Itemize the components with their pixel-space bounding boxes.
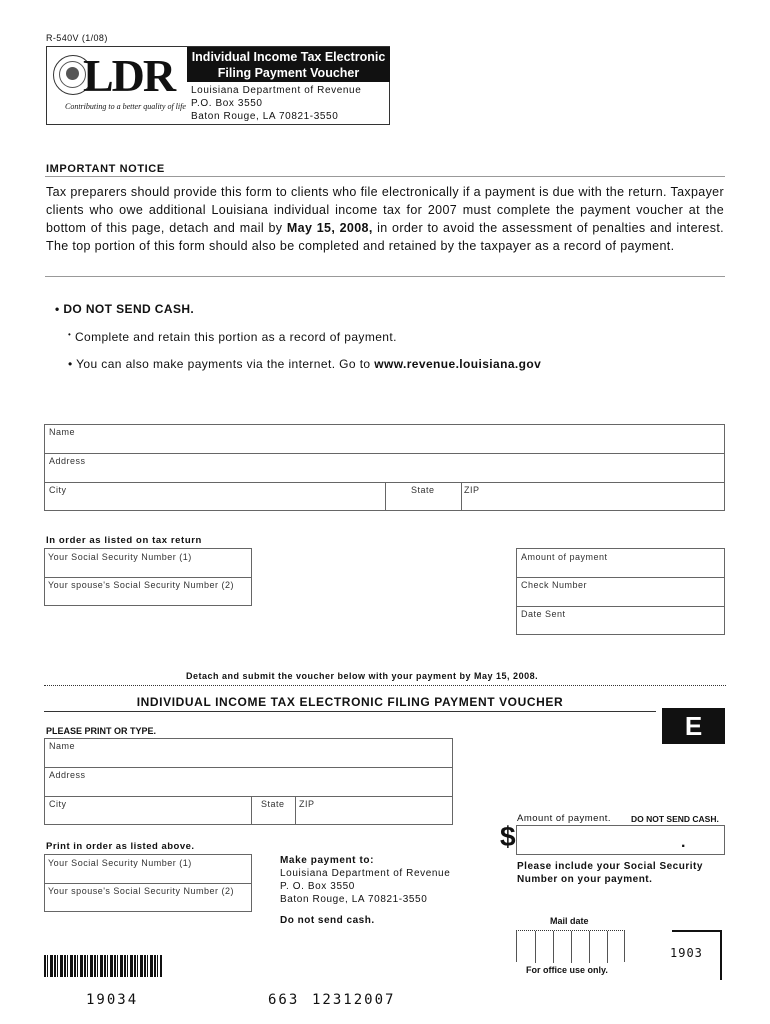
voucher-city-field[interactable]: City: [49, 799, 67, 809]
voucher-ssn1-field[interactable]: Your Social Security Number (1): [48, 858, 192, 868]
amount-input[interactable]: [516, 825, 725, 855]
header-box: [46, 46, 390, 125]
voucher-ssn2-field[interactable]: Your spouse's Social Security Number (2): [48, 886, 234, 896]
mailing-address: [280, 854, 450, 906]
header-dept: Louisiana Department of Revenue: [191, 85, 362, 96]
ssn-reminder-2: Number on your payment.: [517, 874, 653, 885]
notice-text-b: in order to avoid the assessment of penalties and interest. The top portion of this form should also be completed and retained by the taxpayer as a record of payment.: [46, 221, 724, 253]
bullet-retain: • Complete and retain this portion as a record of payment.: [68, 330, 397, 344]
dollar-sign: $: [500, 821, 516, 852]
header-po-box: P.O. Box 3550: [191, 98, 263, 109]
address-field[interactable]: Address: [49, 456, 86, 466]
print-note: PLEASE PRINT OR TYPE.: [46, 726, 157, 736]
form-id: R-540V (1/08): [46, 33, 108, 43]
ssn-reminder-1: Please include your Social Security: [517, 861, 703, 872]
scan-number-right: 12312007: [312, 992, 396, 1008]
make-payment-label: Make payment to:: [280, 855, 375, 866]
state-field[interactable]: State: [411, 485, 435, 495]
header-title: [187, 47, 390, 82]
logo-tagline: Contributing to a better quality of life: [65, 102, 186, 111]
ssn-box: [44, 548, 252, 606]
voucher-address-field[interactable]: Address: [49, 770, 86, 780]
voucher-po-box: P. O. Box 3550: [280, 881, 355, 892]
office-use-label: For office use only.: [526, 965, 608, 975]
ssn1-field[interactable]: Your Social Security Number (1): [48, 552, 192, 562]
notice-top-rule: [45, 176, 725, 177]
detach-note: Detach and submit the voucher below with your payment by May 15, 2008.: [186, 671, 539, 681]
voucher-no-cash-2: Do not send cash.: [280, 915, 375, 926]
voucher-dept: Louisiana Department of Revenue: [280, 868, 451, 879]
revenue-url-link[interactable]: www.revenue.louisiana.gov: [374, 357, 542, 371]
bullet-internet-text: You can also make payments via the internet. Go to: [76, 357, 375, 371]
taxpayer-info-box: [44, 424, 725, 511]
ldr-logo: LDR: [83, 50, 175, 101]
bullet-no-cash: • DO NOT SEND CASH.: [55, 302, 195, 316]
detach-line[interactable]: [44, 685, 726, 686]
barcode: [44, 955, 162, 977]
city-field[interactable]: City: [49, 485, 67, 495]
title-line-2: Filing Payment Voucher: [217, 66, 360, 80]
bullet-internet: • You can also make payments via the internet. Go to www.revenue.louisiana.gov: [68, 357, 542, 371]
voucher-ssn-box: [44, 854, 252, 912]
notice-deadline: May 15, 2008,: [286, 221, 373, 235]
form-code-1903: 1903: [670, 946, 703, 960]
mail-date-boxes: [516, 930, 625, 962]
notice-bottom-rule: [45, 276, 725, 277]
header-address: [191, 84, 361, 123]
print-order-note: Print in order as listed above.: [46, 841, 195, 852]
notice-heading: IMPORTANT NOTICE: [46, 163, 165, 175]
title-line-1: Individual Income Tax Electronic: [191, 50, 386, 64]
date-sent-field[interactable]: Date Sent: [521, 609, 566, 619]
voucher-city-line: Baton Rouge, LA 70821-3550: [280, 894, 428, 905]
ssn2-field[interactable]: Your spouse's Social Security Number (2): [48, 580, 234, 590]
order-note: In order as listed on tax return: [46, 535, 202, 546]
zip-field[interactable]: ZIP: [464, 485, 480, 495]
voucher-zip-field[interactable]: ZIP: [299, 799, 315, 809]
notice-body: [46, 183, 724, 255]
payment-record-box: [516, 548, 725, 635]
ssn-reminder: [517, 860, 703, 886]
notice-text-a: Tax preparers should provide this form to clients who file electronically if a payment is due with the return. Taxpayer clients who owe additional Louisiana individual income tax for 2007 must complete the payment voucher at the bottom of this page, detach and mail by: [46, 185, 724, 235]
check-number-field[interactable]: Check Number: [521, 580, 588, 590]
header-city: Baton Rouge, LA 70821-3550: [191, 111, 339, 122]
scan-number-left: 19034: [86, 992, 139, 1008]
voucher-title-rule: [44, 711, 656, 712]
name-field[interactable]: Name: [49, 427, 76, 437]
mail-date-label: Mail date: [550, 916, 589, 926]
voucher-state-field[interactable]: State: [261, 799, 285, 809]
voucher-no-cash: DO NOT SEND CASH.: [631, 814, 719, 824]
voucher-code-badge: E: [662, 708, 725, 744]
bullet-retain-text: Complete and retain this portion as a record of payment.: [74, 330, 397, 344]
voucher-info-box: [44, 738, 453, 825]
amount-field[interactable]: Amount of payment: [521, 552, 608, 562]
voucher-name-field[interactable]: Name: [49, 741, 76, 751]
voucher-amount-label: Amount of payment.: [517, 813, 612, 824]
scan-number-mid: 663: [268, 992, 300, 1008]
decimal-point: .: [681, 834, 686, 851]
voucher-title: INDIVIDUAL INCOME TAX ELECTRONIC FILING PAYMENT VOUCHER: [136, 695, 564, 709]
